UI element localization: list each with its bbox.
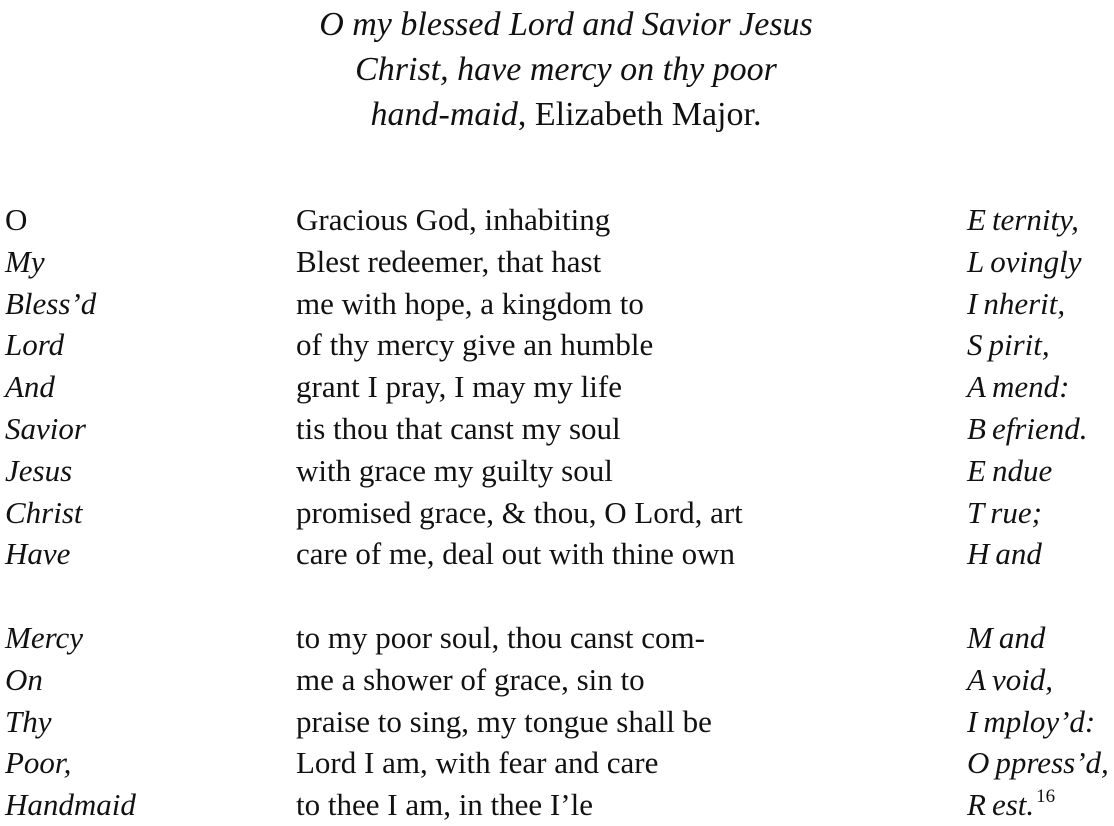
acrostic-word: Jesus <box>5 452 73 488</box>
rhyme-word <box>967 283 1065 325</box>
rhyme-initial: S <box>967 327 983 363</box>
line-text: with grace my guilty soul <box>296 452 613 488</box>
acrostic-word: Poor, <box>5 745 72 781</box>
rhyme-initial: L <box>967 243 985 279</box>
rhyme-word <box>967 408 1088 450</box>
rhyme-rest: void, <box>991 661 1054 697</box>
rhyme-initial: I <box>967 703 978 739</box>
acrostic-word: Savior <box>5 410 86 446</box>
rhyme-initial: M <box>967 619 993 655</box>
line-text: promised grace, & thou, O Lord, art <box>296 494 743 530</box>
poem-line <box>5 659 1114 701</box>
rhyme-word <box>967 199 1079 241</box>
heading-line-2: Christ, have mercy on thy poor <box>355 51 777 88</box>
rhyme-rest: rue; <box>990 494 1042 530</box>
rhyme-rest: mploy’d: <box>983 703 1096 739</box>
rhyme-initial: B <box>967 410 986 446</box>
poem-line <box>5 450 1114 492</box>
poem-heading <box>0 2 1114 137</box>
line-text: Lord I am, with fear and care <box>296 745 659 781</box>
rhyme-rest: efriend. <box>991 410 1088 446</box>
poem-line <box>5 241 1114 283</box>
rhyme-rest: nherit, <box>983 285 1066 321</box>
line-text: Gracious God, inhabiting <box>296 202 611 237</box>
poem-line <box>5 324 1114 366</box>
heading-line-1: O my blessed Lord and Savior Jesus <box>319 6 813 43</box>
acrostic-word: Have <box>5 536 71 572</box>
line-text: me with hope, a kingdom to <box>296 285 644 321</box>
rhyme-word <box>967 533 1042 575</box>
poem-line <box>5 283 1114 325</box>
acrostic-word: My <box>5 243 45 279</box>
acrostic-word: O <box>5 202 28 237</box>
rhyme-word <box>967 742 1109 784</box>
poem-line <box>5 408 1114 450</box>
rhyme-initial: A <box>967 369 986 405</box>
rhyme-initial: E <box>967 452 986 488</box>
heading-line-3 <box>0 92 1114 137</box>
rhyme-initial: H <box>967 536 990 572</box>
rhyme-rest: ndue <box>991 452 1053 488</box>
line-text: care of me, deal out with thine own <box>296 536 736 572</box>
line-text: Blest redeemer, that hast <box>296 243 602 279</box>
line-text: to my poor soul, thou canst com- <box>296 619 705 655</box>
line-text: of thy mercy give an humble <box>296 327 654 363</box>
acrostic-word: Christ <box>5 494 83 530</box>
rhyme-rest: and <box>998 619 1046 655</box>
rhyme-word <box>967 366 1069 408</box>
rhyme-initial: A <box>967 661 986 697</box>
rhyme-word <box>967 617 1045 659</box>
poem-line <box>5 366 1114 408</box>
line-text: grant I pray, I may my life <box>296 369 622 405</box>
acrostic-poem <box>5 199 1114 826</box>
rhyme-word <box>967 241 1082 283</box>
rhyme-rest: ovingly <box>990 243 1082 279</box>
rhyme-rest: pirit, <box>988 327 1050 363</box>
rhyme-word <box>967 450 1052 492</box>
acrostic-word: On <box>5 661 43 697</box>
acrostic-word: Handmaid <box>5 787 136 823</box>
poem-line <box>5 492 1114 534</box>
poem-line <box>5 701 1114 743</box>
heading-handmaid: hand-maid <box>370 96 518 133</box>
rhyme-rest: ternity, <box>991 202 1079 237</box>
poem-line <box>5 199 1114 241</box>
line-text: praise to sing, my tongue shall be <box>296 703 712 739</box>
acrostic-word: Lord <box>5 327 65 363</box>
rhyme-initial: T <box>967 494 985 530</box>
poem-line <box>5 742 1114 784</box>
rhyme-rest: ppress’d, <box>995 745 1109 781</box>
rhyme-word <box>967 701 1095 743</box>
acrostic-word: And <box>5 369 55 405</box>
line-text: me a shower of grace, sin to <box>296 661 645 697</box>
rhyme-initial: R <box>967 787 986 823</box>
rhyme-initial: E <box>967 202 986 237</box>
line-text: to thee I am, in thee I’le <box>296 787 593 823</box>
heading-name: , Elizabeth Major. <box>517 96 762 133</box>
rhyme-rest: mend: <box>991 369 1070 405</box>
acrostic-word: Bless’d <box>5 285 97 321</box>
rhyme-rest: est. <box>991 787 1035 823</box>
acrostic-word: Mercy <box>5 619 84 655</box>
poem-line <box>5 533 1114 575</box>
poem-line <box>5 617 1114 659</box>
acrostic-word: Thy <box>5 703 52 739</box>
poem-line <box>5 784 1114 826</box>
footnote-marker: 16 <box>1036 786 1056 808</box>
rhyme-word <box>967 324 1050 366</box>
rhyme-rest: and <box>995 536 1042 572</box>
rhyme-word <box>967 492 1042 534</box>
line-text: tis thou that canst my soul <box>296 410 621 446</box>
rhyme-word <box>967 659 1053 701</box>
rhyme-initial: I <box>967 285 978 321</box>
rhyme-word <box>967 784 1055 826</box>
rhyme-initial: O <box>967 745 990 781</box>
